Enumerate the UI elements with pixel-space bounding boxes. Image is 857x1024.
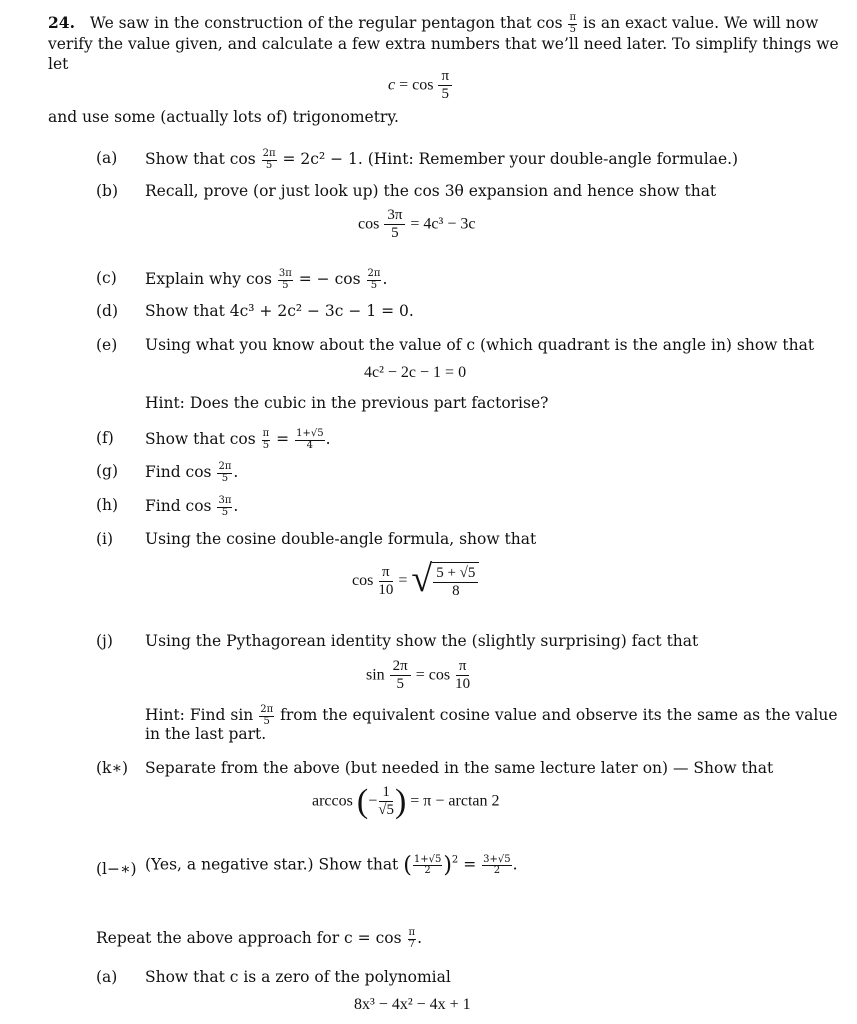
fraction-pi-over-5: $\frac{\pi}{5}$ xyxy=(569,12,577,35)
part-g-label: (g) xyxy=(96,462,119,480)
part-b-label: (b) xyxy=(96,182,119,200)
part-a-text: Show that cos $\frac{2\pi}{5}$ = 2c² − 1. (Hint: Remember your double-angle formulae.) xyxy=(145,148,739,171)
part-l-text: (Yes, a negative star.) Show that ( $\frac{1+√5}{2}$ )$^2$ = $\frac{3+√5}{2}$ . xyxy=(145,853,518,878)
part-e-display: 4c² − 2c − 1 = 0 xyxy=(364,364,467,381)
intro-text: We saw in the construction of the regular pentagon that cos xyxy=(89,14,563,32)
part-i-label: (i) xyxy=(96,530,114,548)
part-b-text: Recall, prove (or just look up) the cos 3θ expansion and hence show that xyxy=(145,182,717,200)
part-e-text: Using what you know about the value of c (which quadrant is the angle in) show that xyxy=(145,336,815,354)
part-b-display: cos $\frac{3\pi}{5}$ = 4c³ − 3c xyxy=(358,207,476,242)
part-j-hint-cont: in the last part. xyxy=(145,725,267,743)
part-k-display: arccos (− $\frac{1}{√5}$ ) = π − arctan 2 xyxy=(312,782,500,820)
part-j-display: sin $\frac{2\pi}{5}$ = cos $\frac{\pi}{10}$ xyxy=(366,658,471,693)
part-e-hint: Hint: Does the cubic in the previous part factorise? xyxy=(145,394,549,412)
repeat-part-a-label: (a) xyxy=(96,968,118,986)
problem-header-line2: verify the value given, and calculate a few extra numbers that we’ll need later. To simplify things we xyxy=(48,35,839,53)
problem-header-line1 xyxy=(48,13,818,35)
part-c-label: (c) xyxy=(96,269,117,287)
problem-header-line3: let xyxy=(48,55,69,73)
part-c-text: Explain why cos $\frac{3\pi}{5}$ = − cos $\frac{2\pi}{5}$ . xyxy=(145,268,388,291)
problem-number: 24. xyxy=(48,13,75,32)
part-l-label: (l−∗) xyxy=(96,860,137,878)
part-f-label: (f) xyxy=(96,429,114,447)
display-c-definition: c = cos $\frac{\pi}{5}$ xyxy=(388,68,453,104)
repeat-part-a-display: 8x³ − 4x² − 4x + 1 xyxy=(354,996,471,1013)
part-j-label: (j) xyxy=(96,632,113,650)
part-i-display: cos $\frac{\pi}{10}$ = √ $\frac{5 + √5}{8}$ xyxy=(352,562,479,601)
part-k-label: (k∗) xyxy=(96,759,129,777)
intro-after-display: and use some (actually lots of) trigonometry. xyxy=(48,108,399,126)
part-h-text: Find cos $\frac{3\pi}{5}$ . xyxy=(145,495,239,518)
part-j-hint: Hint: Find sin $\frac{2\pi}{5}$ from the equivalent cosine value and observe its the same as the value xyxy=(145,704,838,727)
part-d-text: Show that 4c³ + 2c² − 3c − 1 = 0. xyxy=(145,302,414,320)
part-a-label: (a) xyxy=(96,149,118,167)
part-i-text: Using the cosine double-angle formula, show that xyxy=(145,530,537,548)
part-f-text: Show that cos $\frac{\pi}{5}$ = $\frac{1+√5}{4}$ . xyxy=(145,428,331,451)
part-d-label: (d) xyxy=(96,302,119,320)
sqrt-expression: √ $\frac{5 + √5}{8}$ xyxy=(411,562,479,601)
repeat-part-a-text: Show that c is a zero of the polynomial xyxy=(145,968,451,986)
part-e-label: (e) xyxy=(96,336,118,354)
part-j-text: Using the Pythagorean identity show the (slightly surprising) fact that xyxy=(145,632,699,650)
part-g-text: Find cos $\frac{2\pi}{5}$ . xyxy=(145,461,239,484)
repeat-text: Repeat the above approach for c = cos $\frac{\pi}{7}$ . xyxy=(96,927,423,950)
part-k-text: Separate from the above (but needed in the same lecture later on) — Show that xyxy=(145,759,774,777)
intro-text-end: is an exact value. We will now xyxy=(583,14,819,32)
part-h-label: (h) xyxy=(96,496,119,514)
